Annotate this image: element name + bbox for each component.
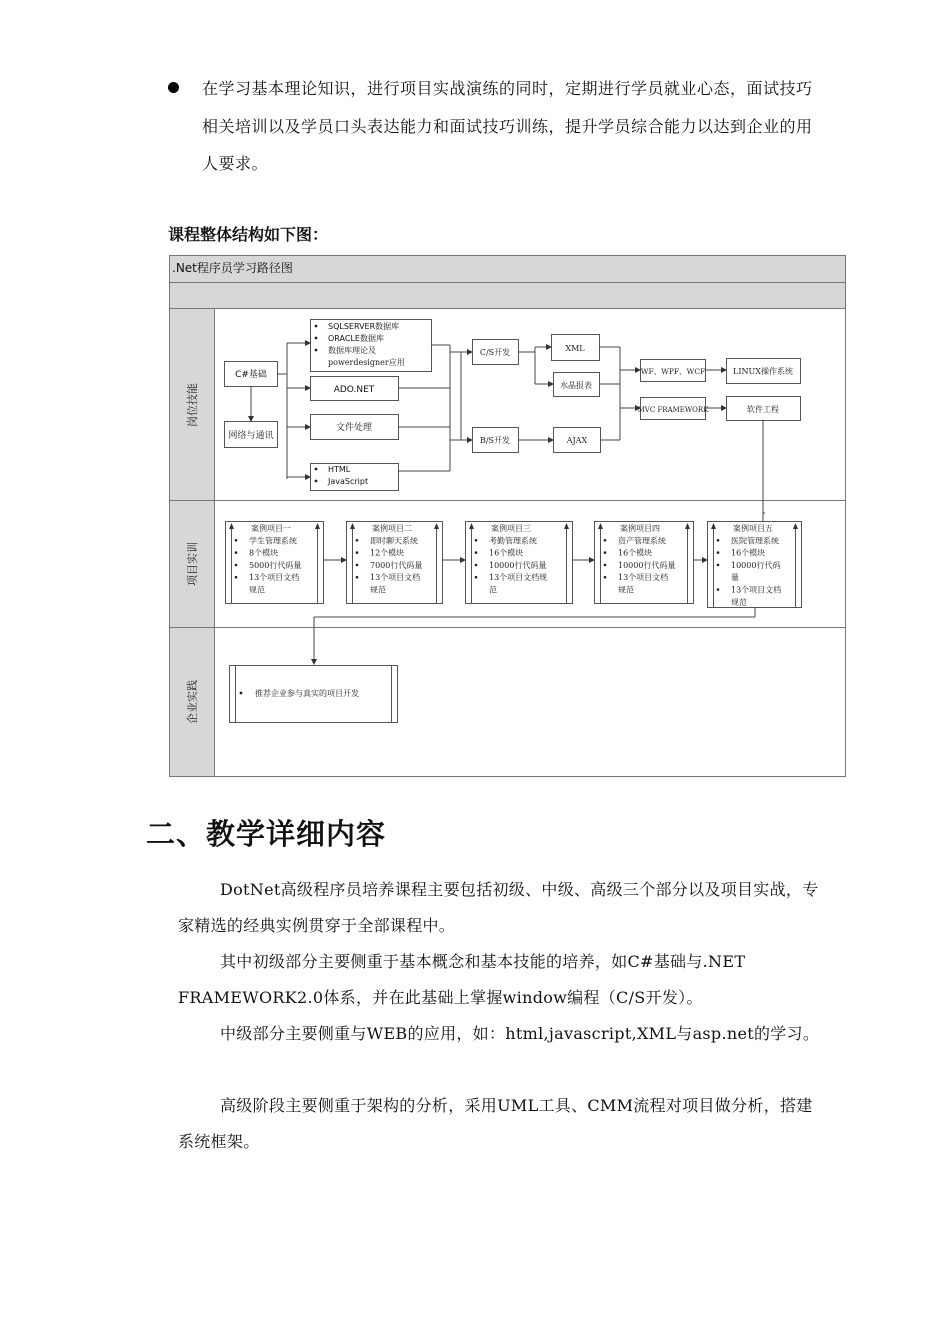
- project-detail: 13个项目文档: [618, 573, 669, 583]
- project-title: 案例项目一: [251, 524, 291, 533]
- project-detail: 资产管理系统: [618, 536, 666, 546]
- project-detail: 即时聊天系统: [370, 536, 418, 546]
- project-detail: 学生管理系统: [249, 536, 297, 546]
- box-linux-label: LINUX操作系统: [733, 367, 793, 376]
- diagram-caption: 课程整体结构如下图：: [168, 225, 329, 244]
- project-detail: 16个模块: [731, 548, 766, 558]
- box-se-label: 软件工程: [747, 405, 779, 414]
- project-detail: 5000行代码量: [249, 560, 302, 570]
- project-detail: 13个项目文档: [731, 585, 782, 595]
- project-detail: 13个项目文档: [249, 573, 300, 583]
- web-item: HTML: [328, 465, 351, 474]
- db-item: powerdesigner应用: [328, 358, 405, 367]
- project-detail: 13个项目文档: [370, 573, 421, 583]
- row-label-training: 项目实训: [186, 542, 199, 586]
- db-item: ORACLE数据库: [328, 334, 384, 343]
- project-title: 案例项目五: [733, 524, 773, 533]
- section-title: 二、教学详细内容: [146, 817, 387, 851]
- bullet-dot: [168, 82, 179, 93]
- project-detail: 16个模块: [618, 548, 653, 558]
- box-csharp-label: C#基础: [235, 370, 267, 380]
- diagram-title: .Net程序员学习路径图: [172, 261, 293, 275]
- db-item: 数据库理论及: [328, 346, 376, 355]
- project-detail: 7000行代码量: [370, 560, 423, 570]
- project-title: 案例项目二: [372, 524, 412, 533]
- learning-path-diagram: [169, 255, 846, 777]
- row-label-enterprise: 企业实践: [186, 680, 199, 724]
- intro-bullet-text: 在学习基本理论知识，进行项目实战演练的同时，定期进行学员就业心态，面试技巧相关培训以及学员口头表达能力和面试技巧训练，提升学员综合能力以达到企业的用人要求。: [202, 79, 813, 173]
- project-detail: 10000行代码: [731, 560, 781, 570]
- project-detail: 12个模块: [370, 548, 405, 558]
- project-detail: 10000行代码量: [618, 560, 676, 570]
- enterprise-label: 推荐企业参与真实的项目开发: [255, 689, 359, 698]
- box-ajax-label: AJAX: [566, 436, 588, 445]
- row-label-skills: 岗位技能: [186, 383, 199, 427]
- box-bs-label: B/S开发: [479, 436, 511, 445]
- project-detail: 8个模块: [249, 548, 279, 558]
- project-detail: 10000行代码量: [489, 560, 547, 570]
- project-detail: 医院管理系统: [731, 536, 779, 546]
- paragraph: 中级部分主要侧重与WEB的应用，如：html,javascript,XML与asp.net的学习。: [220, 1024, 820, 1043]
- project-detail: 规范: [731, 597, 747, 607]
- db-item: SQLSERVER数据库: [328, 322, 400, 331]
- box-cs-label: C/S开发: [479, 348, 511, 357]
- paragraph: 其中初级部分主要侧重于基本概念和基本技能的培养，如C#基础与.NET FRAMEWORK2.0体系，并在此基础上掌握window编程（C/S开发）。: [178, 952, 746, 1007]
- project-detail: 范: [489, 585, 497, 595]
- box-adonet-label: ADO.NET: [333, 385, 375, 395]
- box-mvc-label: MVC FRAMEWORK: [637, 406, 709, 414]
- box-wf-label: WF、WPF、WCF: [640, 367, 706, 376]
- box-network-label: 网络与通讯: [228, 431, 274, 441]
- project-detail: 规范: [618, 585, 634, 595]
- web-item: JavaScript: [328, 477, 369, 486]
- project-detail: 规范: [370, 585, 386, 595]
- paragraph: DotNet高级程序员培养课程主要包括初级、中级、高级三个部分以及项目实战，专家精选的经典实例贯穿于全部课程中。: [178, 880, 819, 935]
- project-detail: 13个项目文档规: [489, 573, 548, 583]
- project-detail: 16个模块: [489, 548, 524, 558]
- box-crystal-label: 水晶报表: [560, 381, 592, 390]
- project-title: 案例项目四: [620, 524, 660, 533]
- paragraph: 高级阶段主要侧重于架构的分析，采用UML工具、CMM流程对项目做分析，搭建系统框架。: [178, 1096, 813, 1151]
- project-detail: 量: [731, 573, 739, 583]
- project-detail: 规范: [249, 585, 265, 595]
- box-file-label: 文件处理: [335, 423, 373, 433]
- box-xml-label: XML: [565, 344, 585, 353]
- project-title: 案例项目三: [491, 524, 531, 533]
- project-detail: 考勤管理系统: [489, 536, 537, 546]
